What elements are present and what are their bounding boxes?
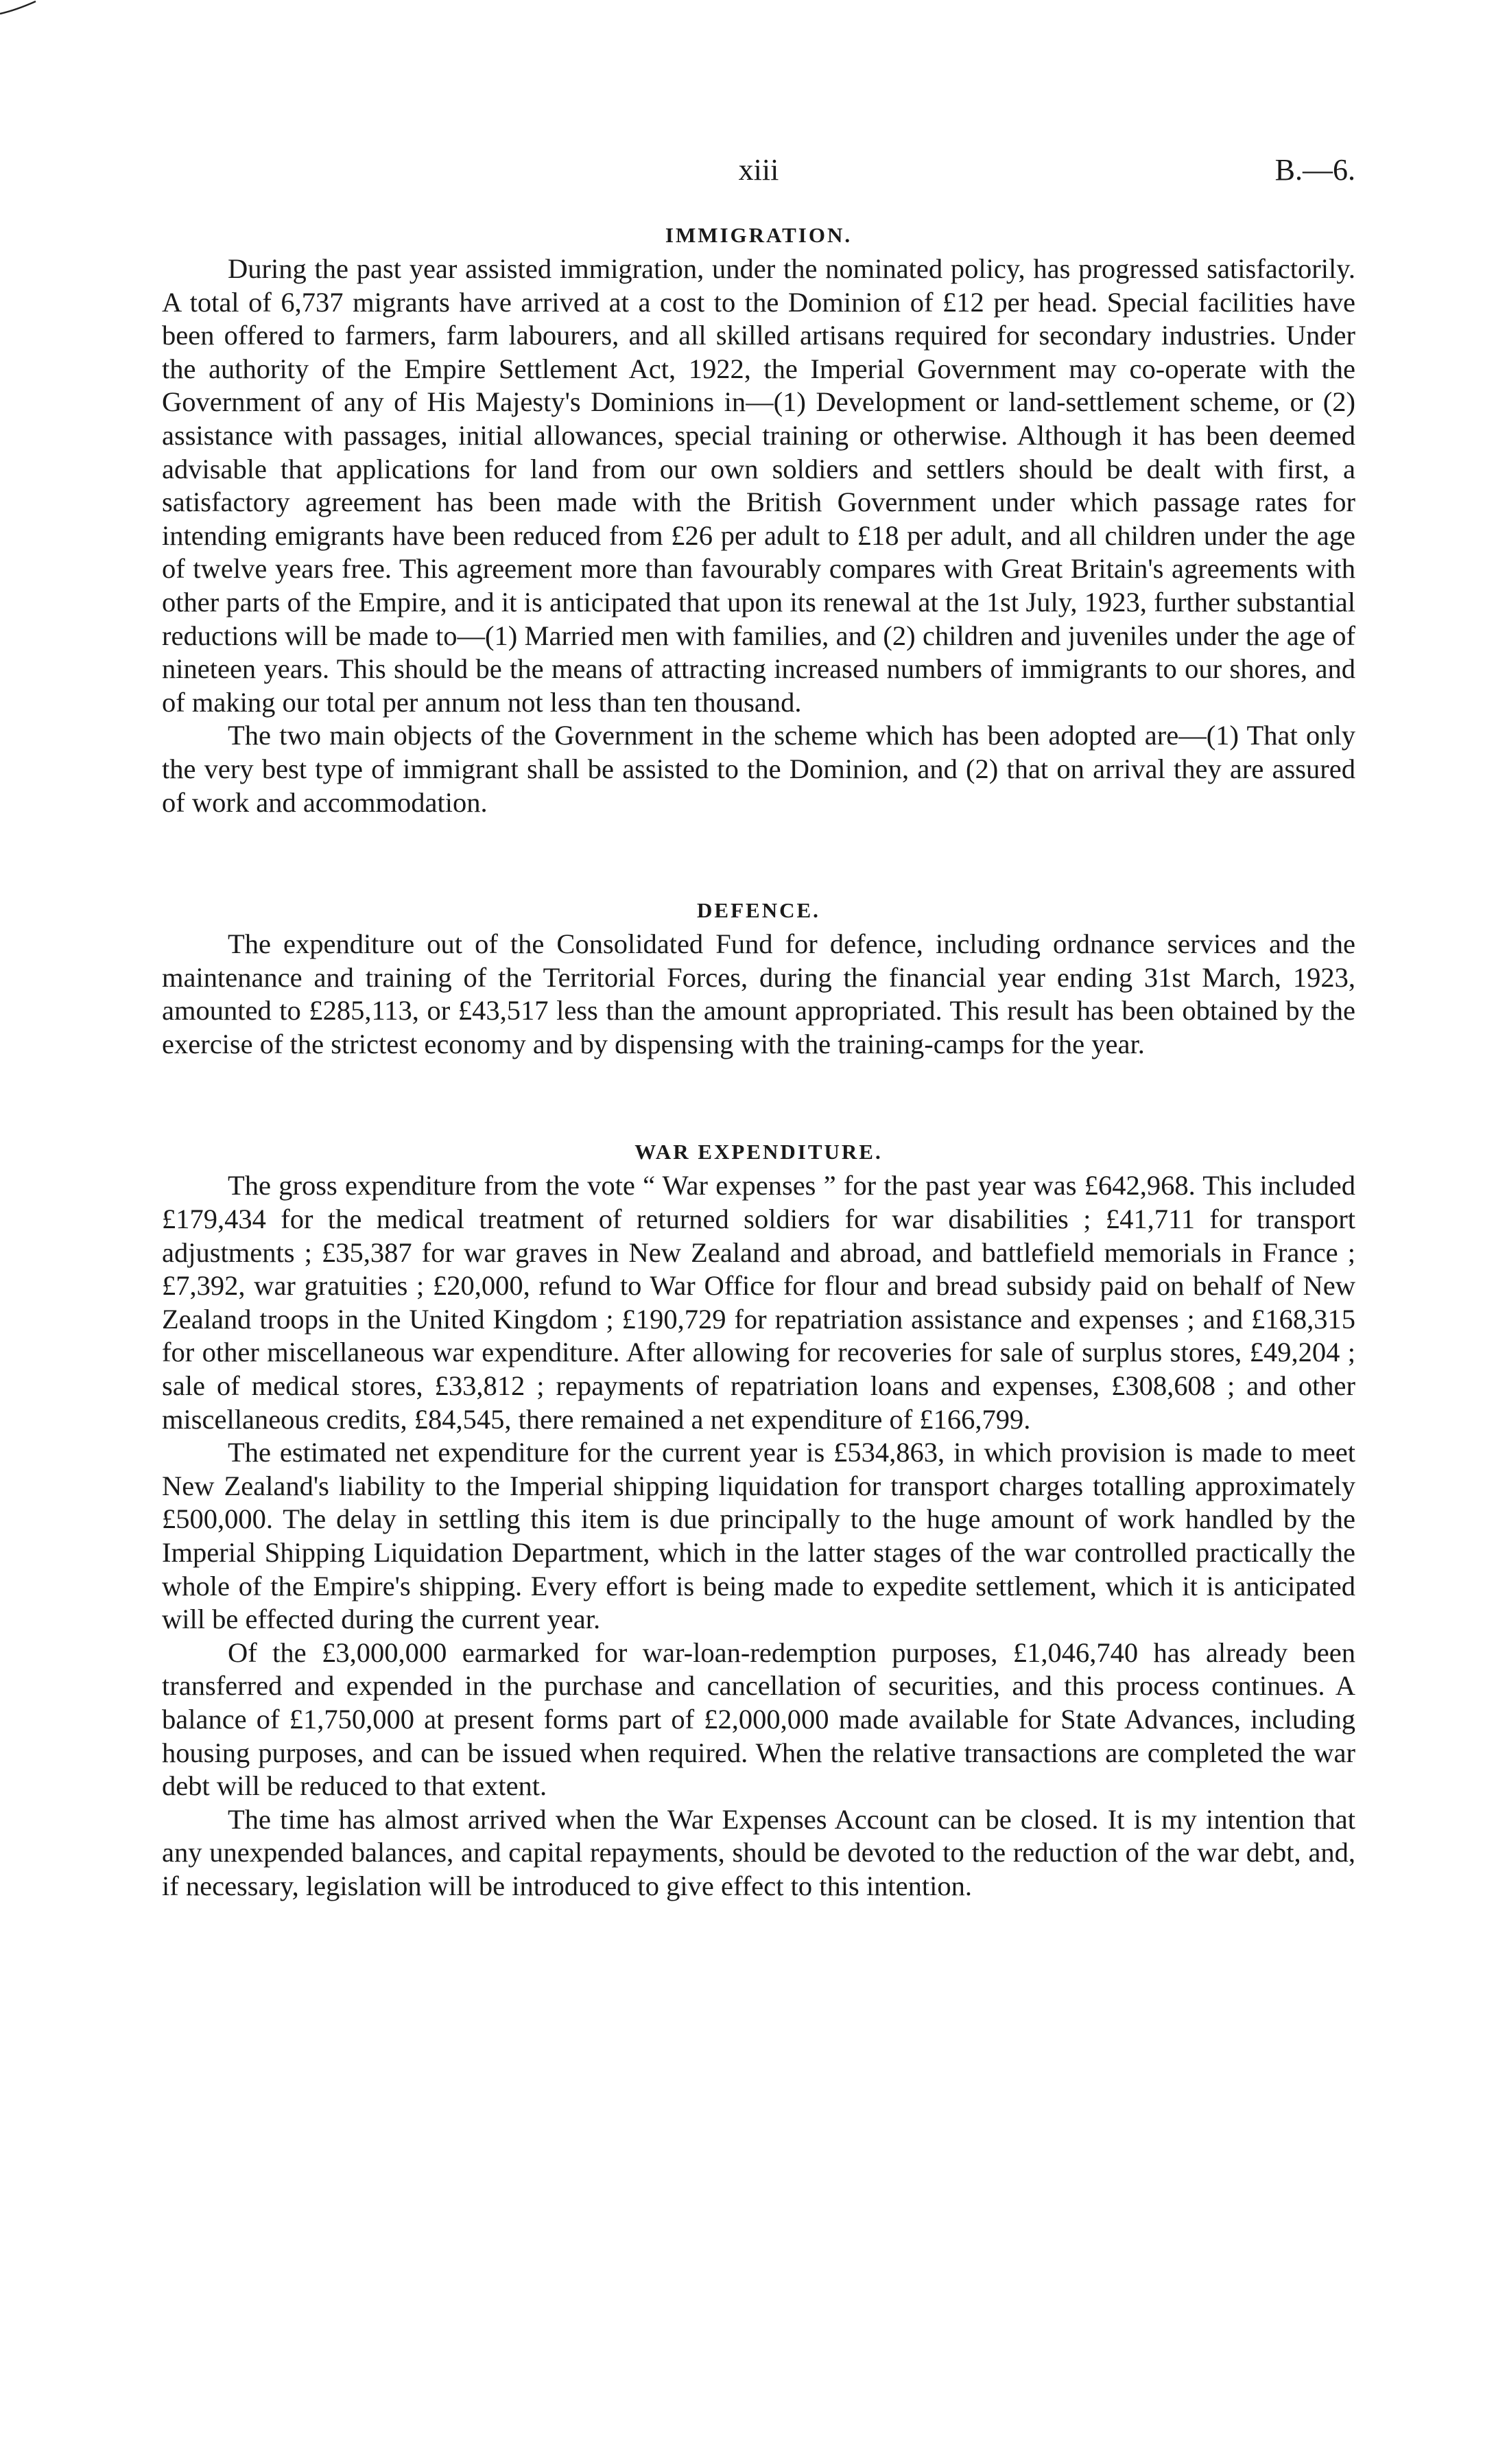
section-title-defence: DEFENCE.: [697, 898, 820, 923]
section-title-immigration: IMMIGRATION.: [665, 223, 853, 247]
page-body: [162, 218, 1355, 1903]
document-reference: B.—6.: [1274, 153, 1355, 187]
section-spacer: [162, 1061, 1355, 1135]
section-immigration: [162, 218, 1355, 819]
section-war-expenditure: [162, 1135, 1355, 1903]
paragraph: The two main objects of the Government in the scheme which has been adopted are—(1) That only the very best type of immigrant shall be assisted to the Dominion, and (2) that on arrival they are assured of work and accommodation.: [162, 720, 1355, 818]
section-title-war-expenditure: WAR EXPENDITURE.: [634, 1140, 883, 1164]
paragraph: The expenditure out of the Consolidated Fund for defence, including ordnance services and the maintenance and training of the Territorial Forces, during the financial year ending 31st March, 1923, amounted to £285,113, or £43,517 less than the amount appropriated. This result has been obtained by the exercise of the strictest economy and by dispensing with the training-camps for the year.: [162, 928, 1355, 1059]
paragraph: Of the £3,000,000 earmarked for war-loan-redemption purposes, £1,046,740 has already been transferred and expended in the purchase and cancellation of securities, and this process continues. A balance of £1,750,000 at present forms part of £2,000,000 made available for State Advances, including housing purposes, and can be issued when required. When the relative transactions are completed the war debt will be reduced to that extent.: [162, 1636, 1355, 1802]
page-header: [162, 152, 1355, 193]
paragraph: The time has almost arrived when the War Expenses Account can be closed. It is my intention that any unexpended balances, and capital repayments, should be devoted to the reduction of the war debt, and, if necessary, legislation will be introduced to give effect to this intention.: [162, 1803, 1355, 1901]
corner-scan-mark: [0, 0, 38, 15]
section-defence: [162, 893, 1355, 1061]
page-number: xiii: [738, 153, 779, 187]
section-spacer: [162, 819, 1355, 893]
paragraph: The gross expenditure from the vote “ War expenses ” for the past year was £642,968. This included £179,434 for the medical treatment of returned soldiers for war disabilities ; £41,711 for transport adjustments ; £35,387 for war graves in New Zealand and abroad, and battlefield memorials in France ; £7,392, war gratuities ; £20,000, refund to War Office for flour and bread subsidy paid on behalf of New Zealand troops in the United Kingdom ; £190,729 for repatriation assistance and expenses ; and £168,315 for other miscellaneous war expenditure. After allowing for recoveries for sale of surplus stores, £49,204 ; sale of medical stores, £33,812 ; repayments of repatriation loans and expenses, £308,608 ; and other miscellaneous credits, £84,545, there remained a net expenditure of £166,799.: [162, 1170, 1355, 1435]
paragraph: The estimated net expenditure for the current year is £534,863, in which provision is made to meet New Zealand's liability to the Imperial shipping liquidation for transport charges totalling approximately £500,000. The delay in settling this item is due principally to the huge amount of work handled by the Imperial Shipping Liquidation Department, which in the latter stages of the war controlled practically the whole of the Empire's shipping. Every effort is being made to expedite settlement, which it is anticipated will be effected during the current year.: [162, 1437, 1355, 1635]
paragraph: During the past year assisted immigration, under the nominated policy, has progressed satisfactorily. A total of 6,737 migrants have arrived at a cost to the Dominion of £12 per head. Special facilities have been offered to farmers, farm labourers, and all skilled artisans required for secondary industries. Under the authority of the Empire Settlement Act, 1922, the Imperial Government may co-operate with the Government of any of His Majesty's Dominions in—(1) Development or land-settlement scheme, or (2) assistance with passages, initial allowances, special training or otherwise. Although it has been deemed advisable that applications for land from our own soldiers and settlers should be dealt with first, a satisfactory agreement has been made with the British Government under which passage rates for intending emigrants have been reduced from £26 per adult to £18 per adult, and all children under the age of twelve years free. This agreement more than favourably compares with Great Britain's agreements with other parts of the Empire, and it is anticipated that upon its renewal at the 1st July, 1923, further substantial reductions will be made to—(1) Married men with families, and (2) children and juveniles under the age of nineteen years. This should be the means of attracting increased numbers of immigrants to our shores, and of making our total per annum not less than ten thousand.: [162, 253, 1355, 718]
